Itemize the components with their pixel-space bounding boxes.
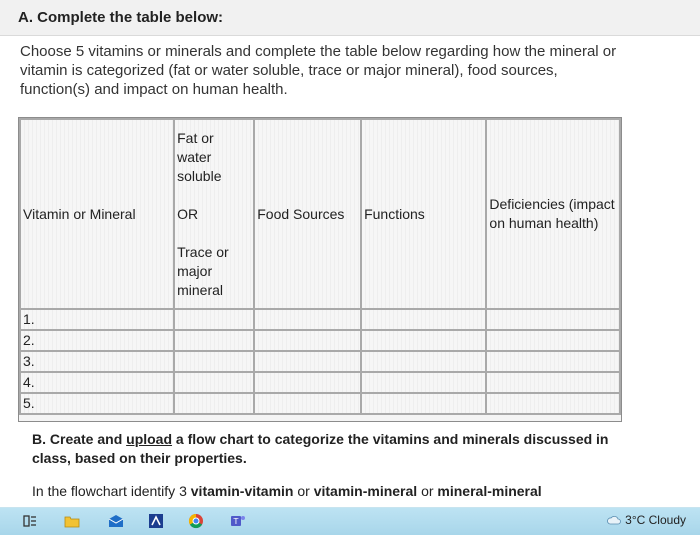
file-explorer-icon[interactable]: [64, 513, 80, 529]
header-vitamin-or-mineral[interactable]: [20, 119, 174, 309]
vitamin-table: [18, 117, 622, 422]
table-cell[interactable]: [174, 372, 254, 393]
chrome-icon[interactable]: [188, 513, 204, 529]
mail-icon[interactable]: [108, 513, 124, 529]
table-row: [20, 372, 620, 393]
table-cell[interactable]: [486, 372, 620, 393]
table-cell[interactable]: [361, 330, 486, 351]
header-label: soluble: [177, 167, 222, 184]
flow-text: In the flowchart identify 3: [32, 483, 191, 499]
table-row: [20, 351, 620, 372]
table-cell[interactable]: 2.: [20, 330, 174, 351]
weather-widget[interactable]: [607, 513, 686, 527]
header-label: mineral: [177, 281, 224, 298]
flow-term: mineral-mineral: [437, 483, 542, 499]
header-label: Functions: [364, 205, 425, 222]
table-cell[interactable]: [361, 393, 486, 414]
section-b-text: a flow chart to categorize the vitamins and minerals discussed in class, based on their properties.: [32, 431, 609, 466]
table-cell[interactable]: [361, 309, 486, 330]
upload-link[interactable]: upload: [126, 431, 173, 447]
header-deficiencies[interactable]: [486, 119, 620, 309]
table-cell[interactable]: [254, 309, 361, 330]
table-cell[interactable]: 4.: [20, 372, 174, 393]
teams-icon[interactable]: [230, 513, 246, 529]
table-cell[interactable]: [174, 309, 254, 330]
flow-text: or: [417, 483, 438, 499]
table-row: [20, 393, 620, 414]
header-label: water: [177, 148, 212, 165]
svg-text:T: T: [233, 517, 239, 526]
header-label: Vitamin or Mineral: [23, 205, 136, 222]
header-functions[interactable]: [361, 119, 486, 309]
table-cell[interactable]: [361, 372, 486, 393]
flowchart-instructions: [32, 482, 672, 500]
taskbar: [0, 507, 700, 535]
table-cell[interactable]: [254, 372, 361, 393]
weather-text: 3°C Cloudy: [625, 513, 686, 527]
section-a-heading: A. Complete the table below:: [0, 0, 700, 36]
table-row: [20, 330, 620, 351]
table-cell[interactable]: [486, 330, 620, 351]
table-cell[interactable]: [254, 330, 361, 351]
flow-term: vitamin-mineral: [313, 483, 418, 499]
table-cell[interactable]: [174, 393, 254, 414]
table-cell[interactable]: [174, 330, 254, 351]
flow-term: vitamin-vitamin: [190, 483, 294, 499]
table-cell[interactable]: [361, 351, 486, 372]
header-label: OR: [177, 205, 199, 222]
section-b-text: B. Create and: [32, 431, 127, 447]
monday-icon[interactable]: [148, 513, 164, 529]
section-b-heading: [32, 430, 632, 468]
header-label: Food Sources: [257, 205, 345, 222]
table-cell[interactable]: 5.: [20, 393, 174, 414]
header-food-sources[interactable]: [254, 119, 361, 309]
instructions-text: Choose 5 vitamins or minerals and complete the table below regarding how the mineral or vitamin is categorized (fat or water soluble, trace or major mineral), food sources, function(s) and impact on human health.: [20, 43, 617, 98]
table-cell[interactable]: [486, 393, 620, 414]
table-row: [20, 309, 620, 330]
header-label: major: [177, 262, 213, 279]
task-view-icon[interactable]: [22, 513, 38, 529]
flow-text: or: [293, 483, 314, 499]
table-cell[interactable]: [254, 393, 361, 414]
table-cell[interactable]: 3.: [20, 351, 174, 372]
table-cell[interactable]: [486, 351, 620, 372]
table-cell[interactable]: 1.: [20, 309, 174, 330]
table-cell[interactable]: [174, 351, 254, 372]
table-header-row: [20, 119, 620, 309]
table-cell[interactable]: [254, 351, 361, 372]
cloud-icon: [607, 514, 621, 526]
header-label: Deficiencies (impact on human health): [489, 196, 615, 231]
table-cell[interactable]: [486, 309, 620, 330]
header-label: Fat or: [177, 129, 214, 146]
header-solubility[interactable]: [174, 119, 254, 309]
header-label: Trace or: [177, 243, 229, 260]
